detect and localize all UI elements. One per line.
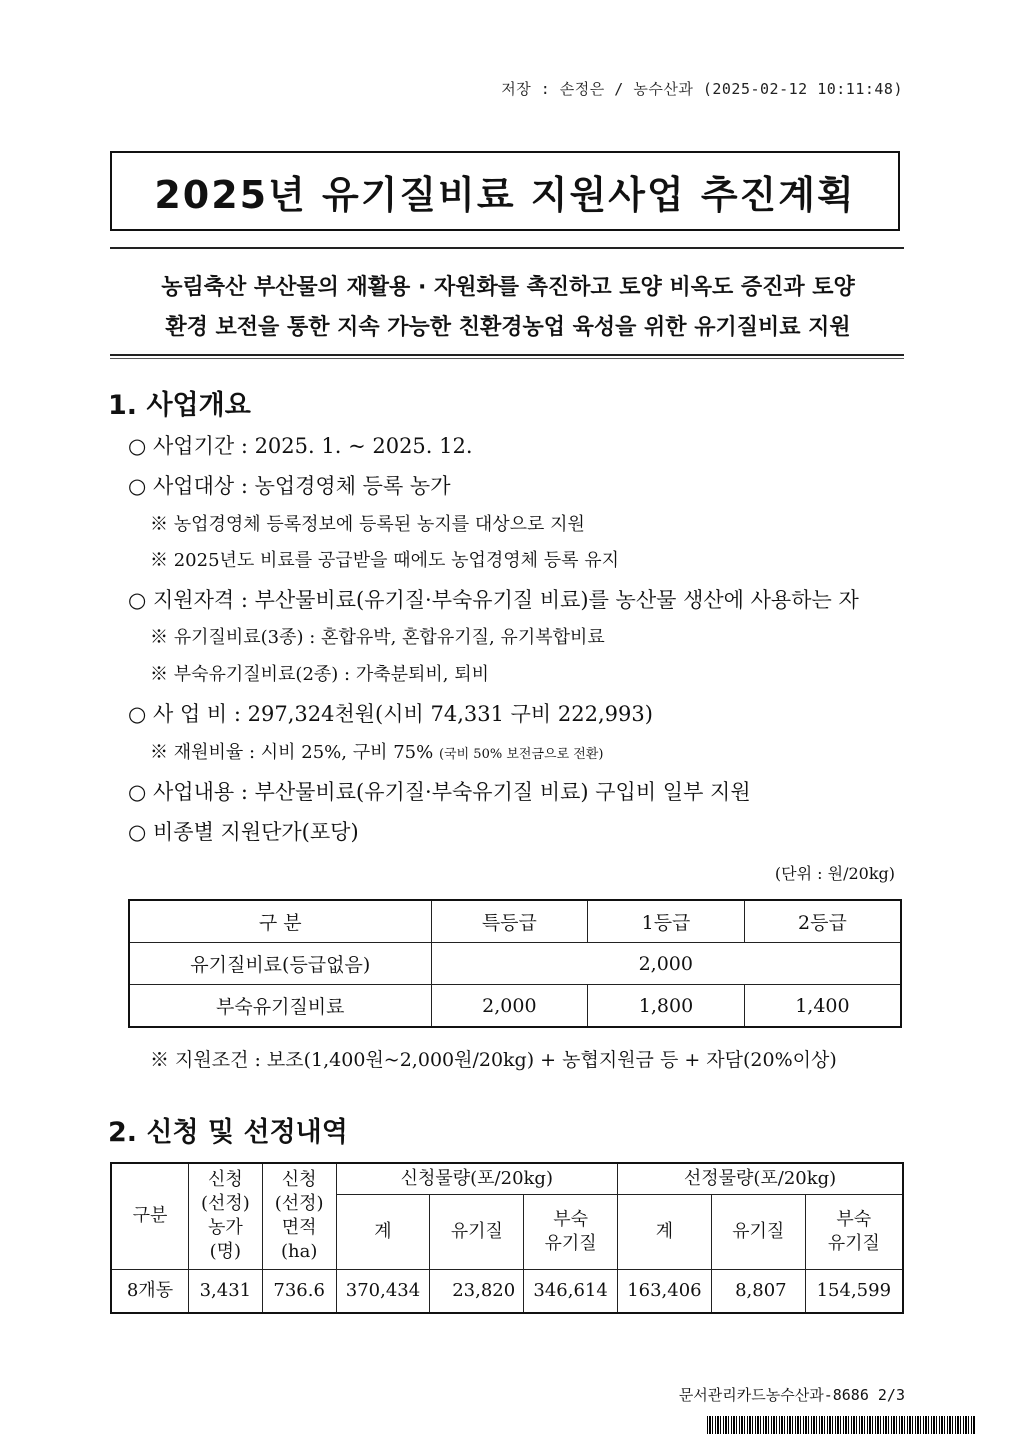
row-label: 유기질비료(등급없음) [129,943,431,985]
header-farms [188,1163,262,1269]
header-apply: 신청물량(포/20kg) [336,1163,617,1194]
header-select: 선정물량(포/20kg) [618,1163,903,1194]
table-cell: 736.6 [262,1269,336,1313]
sub-compost [805,1194,903,1269]
header-area [262,1163,336,1269]
note-eligibility-1: ※ 유기질비료(3종) : 혼합유박, 혼합유기질, 유기복합비료 [150,627,605,648]
header-farms-line: (명) [209,1241,242,1263]
note-target-2: ※ 2025년도 비료를 공급받을 때에도 농업경영체 등록 유지 [150,550,620,571]
table-row [129,943,901,985]
table-cell: 2,000 [431,985,588,1028]
sub-compost-line: 부숙 [836,1208,872,1230]
table-row [129,900,901,943]
section-1-heading: 1. 사업개요 [108,390,251,421]
header-farms-line: 농가 [207,1217,243,1239]
header-area-line: 신청 [281,1169,317,1191]
sub-compost-line: 유기질 [544,1232,597,1254]
item-unit-price: ○ 비종별 지원단가(포당) [128,820,359,844]
sub-organic: 유기질 [430,1194,524,1269]
section-2-heading: 2. 신청 및 선정내역 [108,1117,348,1148]
note-budget-small: (국비 50% 보전금으로 전환) [438,747,604,762]
purpose-line-1: 농림축산 부산물의 재활용 · 자원화를 촉진하고 토양 비옥도 증진과 토양 [161,275,855,300]
table-cell: 8,807 [711,1269,805,1313]
sub-total: 계 [336,1194,430,1269]
sub-organic: 유기질 [711,1194,805,1269]
table-cell: 370,434 [336,1269,430,1313]
table-cell: 3,431 [188,1269,262,1313]
header-farms-line: 신청 [207,1169,243,1191]
item-period: ○ 사업기간 : 2025. 1. ~ 2025. 12. [128,434,473,458]
table-cell: 1,400 [744,985,901,1028]
note-eligibility-2: ※ 부숙유기질비료(2종) : 가축분퇴비, 퇴비 [150,664,489,685]
application-table [110,1162,904,1314]
note-budget [150,738,603,764]
barcode [707,1416,975,1434]
table-cell: 154,599 [805,1269,903,1313]
purpose-line-2: 환경 보전을 통한 지속 가능한 친환경농업 육성을 위한 유기질비료 지원 [165,315,851,340]
header-gubun: 구분 [111,1163,188,1269]
sub-compost [524,1194,618,1269]
condition-note: ※ 지원조건 : 보조(1,400원~2,000원/20kg) + 농협지원금 등 + 자담(20%이상) [150,1049,837,1071]
divider-top [110,247,904,249]
item-target: ○ 사업대상 : 농업경영체 등록 농가 [128,474,451,498]
header-cell: 구 분 [129,900,431,943]
table-cell: 346,614 [524,1269,618,1313]
note-budget-text: ※ 재원비율 : 시비 25%, 구비 75% [150,742,434,763]
header-farms-line: (선정) [200,1193,250,1215]
title-box [110,151,900,231]
table-row [111,1269,903,1313]
table-cell: 163,406 [618,1269,712,1313]
purpose-statement [112,268,904,348]
sub-total: 계 [618,1194,712,1269]
table-cell: 1,800 [588,985,745,1028]
item-budget: ○ 사 업 비 : 297,324천원(시비 74,331 구비 222,993) [128,702,653,726]
table-cell: 23,820 [430,1269,524,1313]
unit-label: (단위 : 원/20kg) [774,864,895,883]
item-content: ○ 사업내용 : 부산물비료(유기질·부숙유기질 비료) 구입비 일부 지원 [128,780,751,804]
page-title: 2025년 유기질비료 지원사업 추진계획 [154,172,856,217]
price-table [128,899,902,1028]
item-eligibility: ○ 지원자격 : 부산물비료(유기질·부숙유기질 비료)를 농산물 생산에 사용하는 자 [128,588,859,612]
header-area-line: (ha) [280,1241,318,1263]
divider-bottom [110,354,904,359]
row-label: 8개동 [111,1269,188,1313]
table-cell: 2,000 [431,943,901,985]
header-cell: 1등급 [588,900,745,943]
table-row [129,985,901,1028]
document-card-label: 문서관리카드농수산과-8686 2/3 [678,1386,905,1404]
sub-compost-line: 유기질 [827,1232,880,1254]
row-label: 부숙유기질비료 [129,985,431,1028]
sub-compost-line: 부숙 [553,1208,588,1230]
header-cell: 2등급 [744,900,901,943]
header-area-line: (선정) [274,1193,324,1215]
save-info: 저장 : 손정은 / 농수산과 (2025-02-12 10:11:48) [501,80,903,98]
table-row [111,1163,903,1194]
header-area-line: 면적 [281,1217,317,1239]
note-target-1: ※ 농업경영체 등록정보에 등록된 농지를 대상으로 지원 [150,514,585,535]
header-cell: 특등급 [431,900,588,943]
